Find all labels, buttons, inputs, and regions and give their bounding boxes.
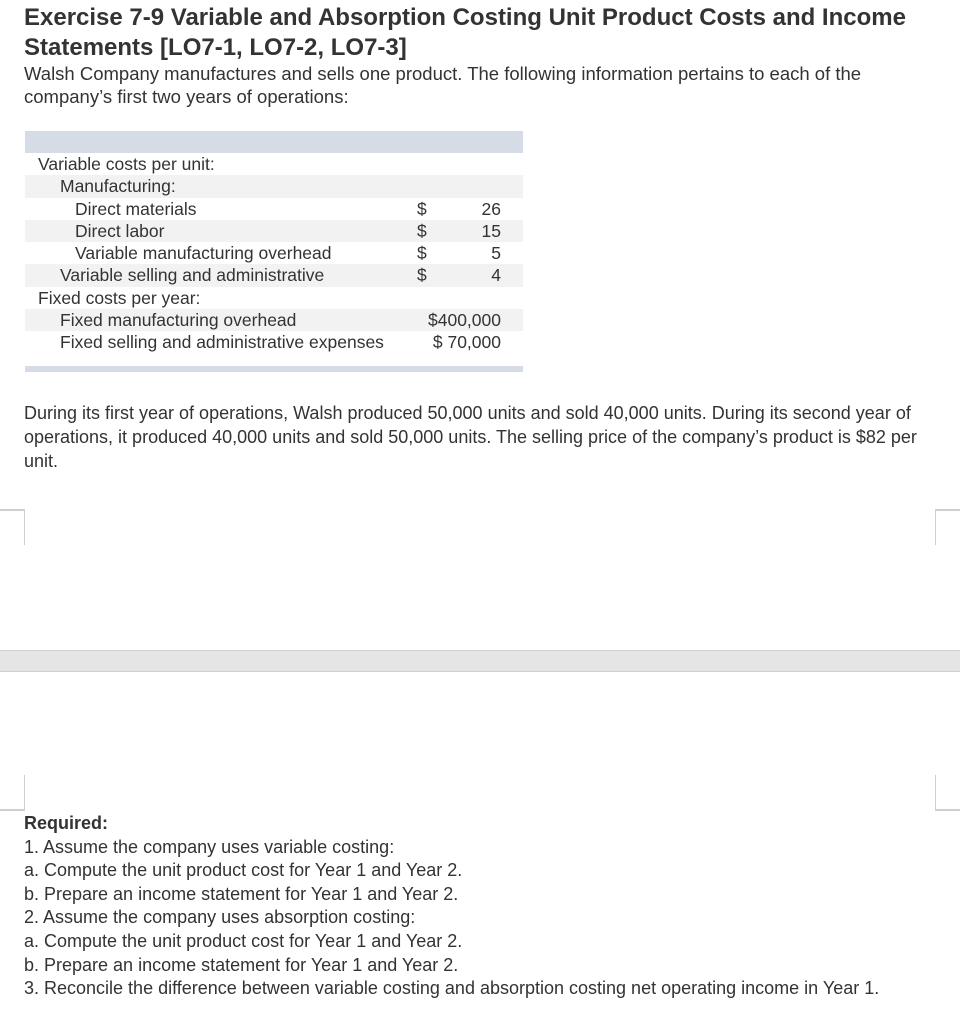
cost-data-table: [25, 131, 523, 372]
row-label: Fixed costs per year:: [38, 287, 201, 308]
row-value: $ 70,000: [432, 332, 501, 353]
row-label: Fixed selling and administrative expenses: [60, 332, 384, 353]
row-value: 4: [491, 265, 501, 286]
required-section: [24, 812, 944, 1001]
row-value: 15: [481, 220, 501, 241]
row-label: Direct labor: [75, 220, 165, 241]
table-row: [25, 309, 523, 331]
table-header-band: [25, 131, 523, 153]
row-label: Direct materials: [75, 198, 197, 219]
table-row: [25, 242, 523, 264]
divider-band: [0, 650, 960, 672]
required-item: b. Prepare an income statement for Year 1 and Year 2.: [24, 954, 459, 975]
row-currency: $: [417, 243, 427, 264]
row-value: $400,000: [428, 310, 501, 331]
answer-area-corner-top-right: [935, 509, 960, 545]
row-currency: $: [417, 265, 427, 286]
row-value: 26: [481, 198, 501, 219]
table-row: [25, 287, 523, 309]
table-row: [25, 331, 523, 353]
table-row: [25, 198, 523, 220]
exercise-title: Exercise 7-9 Variable and Absorption Costing Unit Product Costs and Income Statements [LO7-1, LO7-2, LO7-3]: [24, 4, 906, 61]
table-footer-band: [25, 366, 523, 372]
required-item: 1. Assume the company uses variable costing:: [24, 836, 395, 857]
row-label: Variable costs per unit:: [38, 154, 215, 174]
answer-area-corner-bottom-left: [0, 775, 25, 811]
row-currency: $: [417, 220, 427, 241]
row-label: Fixed manufacturing overhead: [60, 310, 297, 331]
answer-area-corner-top-left: [0, 509, 25, 545]
required-item: b. Prepare an income statement for Year 1 and Year 2.: [24, 883, 459, 904]
intro-text: Walsh Company manufactures and sells one product. The following information pertains to each of the company’s first two years of operations:: [24, 63, 862, 107]
row-label: Manufacturing:: [60, 176, 176, 197]
required-item: a. Compute the unit product cost for Year 1 and Year 2.: [24, 860, 463, 881]
required-item: 3. Reconcile the difference between variable costing and absorption costing net operating income in Year 1.: [24, 978, 880, 999]
table-row: [25, 175, 523, 197]
required-item: a. Compute the unit product cost for Year 1 and Year 2.: [24, 930, 463, 951]
row-label: Variable selling and administrative: [60, 265, 325, 286]
table-row: [25, 220, 523, 242]
required-heading: Required:: [24, 813, 109, 833]
required-item: 2. Assume the company uses absorption costing:: [24, 907, 416, 928]
table-row: [25, 264, 523, 286]
table-row: [25, 153, 523, 175]
row-value: 5: [491, 243, 501, 264]
row-currency: $: [417, 198, 427, 219]
answer-area-corner-bottom-right: [935, 775, 960, 811]
operations-paragraph: During its first year of operations, Walsh produced 50,000 units and sold 40,000 units. During its second year of operations, it produced 40,000 units and sold 50,000 units. The selling price of the company’s product is $82 per unit.: [24, 403, 917, 471]
row-label: Variable manufacturing overhead: [75, 243, 332, 264]
